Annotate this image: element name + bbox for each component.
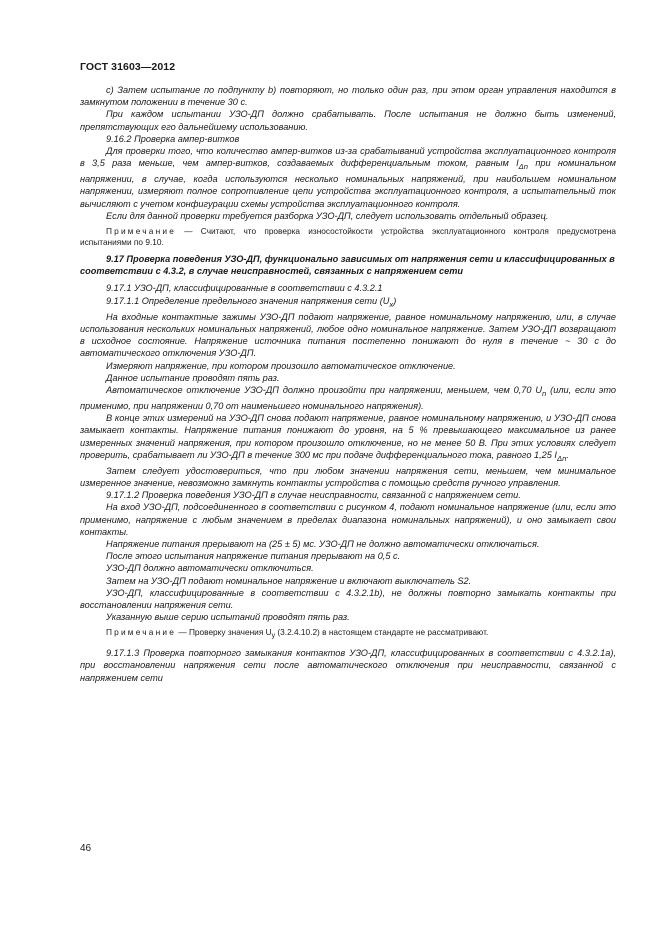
paragraph — [80, 412, 616, 465]
note-text: (3.2.4.10.2) в настоящем стандарте не рассматривают. — [275, 627, 489, 638]
paragraph: с) Затем испытание по подпункту b) повторяют, но только один раз, при этом орган управления находится в замкнутом положении в течение 30 с. — [80, 85, 616, 108]
note-label: Примечание — [106, 226, 177, 237]
clause-9-16-2: 9.16.2 Проверка ампер-витков — [106, 133, 240, 144]
paragraph: На входные контактные зажимы УЗО-ДП подают напряжение, равное номинальному напряжению, или, в случае использования нескольких номинальных напряжений, любое одно номинальное напряжение. Затем УЗО-ДП возвращают в исходное состояние. Напряжение источника питания постепенно понижают до нуля в течение ~ 30 с до автоматического отключения УЗО-ДП. — [80, 311, 616, 359]
subscript: Δn — [556, 453, 567, 463]
standard-header: ГОСТ 31603—2012 — [80, 61, 176, 73]
clause-9-17-1-3: 9.17.1.3 Проверка повторного замыкания контактов УЗО-ДП, классифицированных в соответствии с 4.3.2.1а), при восстановлении напряжения сети после автоматического отключения при неисправности, связанной с напряжением сети — [80, 648, 616, 683]
text-run: Автоматическое отключение УЗО-ДП должно произойти при напряжении, меньшем, чем 0,70 U — [106, 384, 543, 395]
paragraph: УЗО-ДП должно автоматически отключиться. — [106, 563, 314, 574]
note-1 — [80, 226, 616, 248]
paragraph: При каждом испытании УЗО-ДП должно срабатывать. После испытания не должно быть изменений, препятствующих его дальнейшему использованию. — [80, 109, 616, 132]
note-2 — [80, 627, 616, 642]
subscript: x — [389, 299, 394, 309]
text-run: Для проверки того, что количество ампер-витков из-за срабатываний устройства эксплуатационного контроля в 3,5 раза меньше, чем ампер-витков, создаваемых дифференциальным током, равным I — [80, 146, 616, 169]
subscript: Δn — [518, 162, 529, 172]
paragraph: На вход УЗО-ДП, подсоединенного в соответствии с рисунком 4, подают номинальное напряжение (или, если это применимо, напряжение с любым значением в пределах диапазона номинальных напряжений), и оно замыкает свои контакты. — [80, 502, 616, 537]
document-body — [80, 84, 616, 684]
subscript: y — [271, 633, 276, 641]
text-run: при номинальном напряжении, в случае, когда используются несколько номинальных напряжений, при наибольшем номинальном напряжении, измеряют полное сопротивление цепи устройства эксплуатационного контроля, а испытательный ток вычисляют с учетом конфигурации схемы устройства эксплуатационного контроля. — [80, 158, 616, 209]
paragraph: Затем на УЗО-ДП подают номинальное напряжение и включают выключатель S2. — [106, 575, 472, 586]
note-label: Примечание — [106, 627, 177, 638]
paragraph: Указанную выше серию испытаний проводят пять раз. — [106, 612, 350, 623]
text-run: ) — [393, 295, 397, 306]
paragraph: После этого испытания напряжение питания прерывают на 0,5 с. — [106, 551, 401, 562]
text-run: (или, если это применимо, при напряжении 0,70 от наименьшего номинального напряжения). — [80, 384, 616, 411]
paragraph — [80, 384, 616, 412]
paragraph: Измеряют напряжение, при котором произошло автоматическое отключение. — [106, 360, 456, 371]
clause-9-17-1-2: 9.17.1.2 Проверка поведения УЗО-ДП в случае неисправности, связанной с напряжением сети. — [106, 490, 521, 501]
section-heading-9-17: 9.17 Проверка поведения УЗО-ДП, функционально зависимых от напряжения сети и классифицированных в соответствии с 4.3.2, в случае неисправностей, связанных с напряжением сети — [80, 254, 615, 277]
clause-9-17-1: 9.17.1 УЗО-ДП, классифицированные в соответствии с 4.3.2.1 — [106, 283, 383, 294]
text-run: В конце этих измерений на УЗО-ДП снова подают напряжение, равное номинальному напряжению, и УЗО-ДП снова замыкает контакты. Напряжение питания понижают до уровня, на 5 % превышающего максимальное из ранее измеренных значений напряжения, при котором произошло отключение, но не менее 50 В. При этих условиях следует проверить, срабатывает ли УЗО-ДП в течение 300 мс при подаче дифференциального тока, равного 1,25 I — [80, 413, 616, 460]
paragraph: Напряжение питания прерывают на (25 ± 5) мс. УЗО-ДП не должно автоматически отключаться. — [106, 539, 540, 550]
note-text: — Проверку значения U — [176, 627, 272, 638]
paragraph: Если для данной проверки требуется разборка УЗО-ДП, следует использовать отдельный образец. — [106, 210, 549, 221]
text-run: . — [566, 449, 569, 460]
clause-9-17-1-1 — [80, 295, 616, 311]
paragraph: Затем следует удостовериться, что при любом значении напряжения сети, меньшем, чем минимальное измеренное значение, невозможно замкнуть контакты устройства с помощью средств ручного управления. — [80, 465, 616, 488]
note-text: — Считают, что проверка износостойкости устройства эксплуатационного контроля предусмотрена испытаниями по 9.10. — [80, 226, 616, 248]
subscript: n — [542, 388, 547, 398]
paragraph: Данное испытание проводят пять раз. — [106, 372, 280, 383]
page-number: 46 — [80, 843, 92, 854]
paragraph — [80, 145, 616, 210]
paragraph: УЗО-ДП, классифицированные в соответствии с 4.3.2.1b), не должны повторно замыкать контакты при восстановлении напряжения сети. — [80, 587, 616, 611]
text-run: 9.17.1.1 Определение предельного значения напряжения сети (U — [106, 295, 390, 306]
